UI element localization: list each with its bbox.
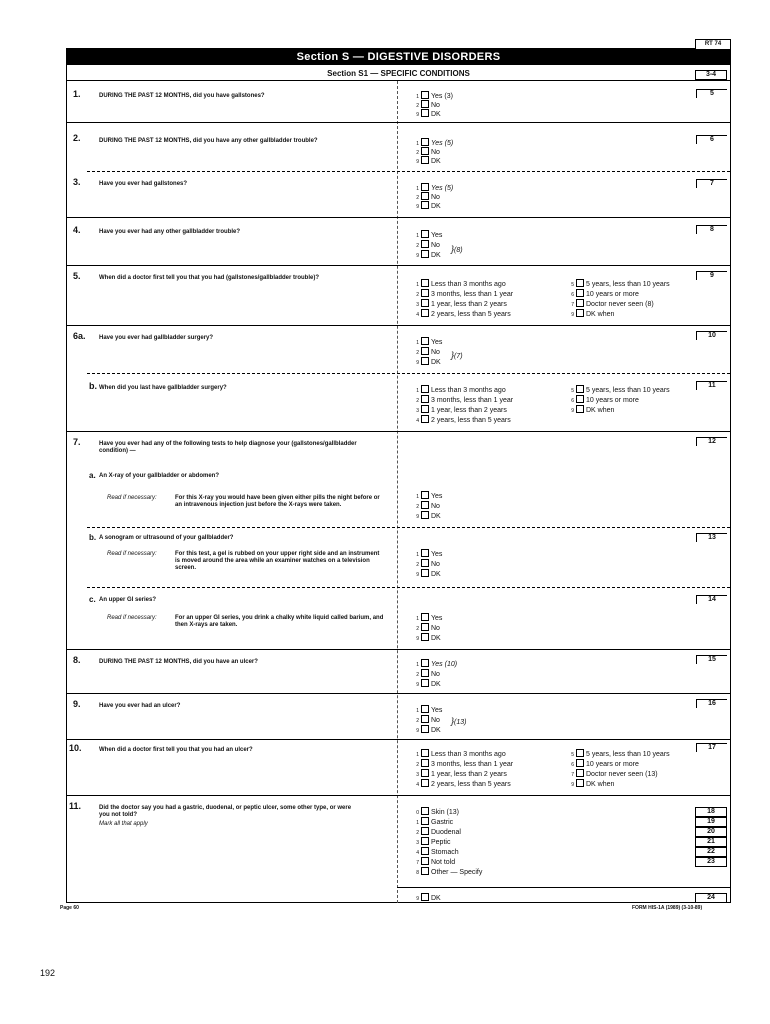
q7a-note-text: For this X-ray you would have been given either pills the night before or an intravenous injection just before the X-rays were taken.: [175, 495, 380, 508]
q10-text: When did a doctor first tell you that you had an ulcer?: [99, 747, 253, 753]
q7c-note-text: For an upper GI series, you drink a chalky white liquid called barium, and then X-rays are taken.: [175, 615, 384, 628]
q6a-col: 10: [696, 331, 727, 340]
q8-text: DURING THE PAST 12 MONTHS, did you have an ulcer?: [99, 659, 258, 665]
q11-opt-peptic[interactable]: 3 Peptic: [416, 839, 451, 846]
q5-number: 5.: [73, 271, 81, 281]
q10-opt-6[interactable]: 6 10 years or more: [571, 761, 639, 768]
q10-opt-1[interactable]: 1 Less than 3 months ago: [416, 751, 506, 758]
q7b-opt-yes[interactable]: 1 Yes: [416, 551, 443, 558]
q9-skip: }(13): [451, 716, 467, 726]
q7-col: 12: [696, 437, 727, 446]
q10-opt-9[interactable]: 9 DK when: [571, 781, 615, 788]
q2-text: DURING THE PAST 12 MONTHS, did you have any other gallbladder trouble?: [99, 138, 318, 144]
q11-opt-stomach[interactable]: 4 Stomach: [416, 849, 459, 856]
q4-col: 8: [696, 225, 727, 234]
q3-opt-no[interactable]: 2 No: [416, 194, 440, 201]
q6a-number: 6a.: [73, 331, 86, 341]
q4-number: 4.: [73, 225, 81, 235]
q5-opt-4[interactable]: 4 2 years, less than 5 years: [416, 311, 511, 318]
q11-col-24: 24: [695, 893, 727, 903]
q9-text: Have you ever had an ulcer?: [99, 703, 181, 709]
q6b-number: b.: [89, 381, 97, 391]
q5-opt-9[interactable]: 9 DK when: [571, 311, 615, 318]
q6b-opt-1[interactable]: 1 Less than 3 months ago: [416, 387, 506, 394]
q1-text: DURING THE PAST 12 MONTHS, did you have gallstones?: [99, 93, 265, 99]
q10-col: 17: [696, 743, 727, 752]
q6a-text: Have you ever had gallbladder surgery?: [99, 335, 214, 341]
page-number: 192: [40, 968, 56, 978]
q6b-opt-2[interactable]: 2 3 months, less than 1 year: [416, 397, 514, 404]
q3-opt-yes[interactable]: 1 Yes (5): [416, 185, 454, 192]
q11-col-22: 22: [695, 847, 727, 857]
q1-col: 5: [696, 89, 727, 98]
q10-number: 10.: [69, 743, 82, 753]
q8-opt-dk[interactable]: 9 DK: [416, 681, 441, 688]
q9-number: 9.: [73, 699, 81, 709]
q10-opt-2[interactable]: 2 3 months, less than 1 year: [416, 761, 514, 768]
q7a-note-label: Read if necessary:: [107, 495, 157, 501]
q5-col: 9: [696, 271, 727, 280]
q6b-col: 11: [696, 381, 727, 390]
q11-number: 11.: [69, 801, 82, 811]
q11-opt-duodenal[interactable]: 2 Duodenal: [416, 829, 461, 836]
q5-opt-1[interactable]: 1 Less than 3 months ago: [416, 281, 506, 288]
q9-col: 16: [696, 699, 727, 708]
q6a-skip: }(7): [451, 350, 463, 360]
q5-opt-6[interactable]: 6 10 years or more: [571, 291, 639, 298]
q7a-number: a.: [89, 471, 96, 480]
q4-text: Have you ever had any other gallbladder trouble?: [99, 229, 241, 235]
q4-skip: }(8): [451, 244, 463, 254]
q7b-note-label: Read if necessary:: [107, 551, 157, 557]
q8-opt-no[interactable]: 2 No: [416, 671, 440, 678]
q2-opt-no[interactable]: 2 No: [416, 149, 440, 156]
q6b-opt-6[interactable]: 6 10 years or more: [571, 397, 639, 404]
q9-opt-no[interactable]: 2 No: [416, 717, 440, 724]
q10-opt-5[interactable]: 5 5 years, less than 10 years: [571, 751, 670, 758]
q7b-opt-dk[interactable]: 9 DK: [416, 571, 441, 578]
q6b-opt-4[interactable]: 4 2 years, less than 5 years: [416, 417, 511, 424]
q6a-opt-dk[interactable]: 9 DK: [416, 359, 441, 366]
q10-opt-4[interactable]: 4 2 years, less than 5 years: [416, 781, 511, 788]
q1-opt-dk[interactable]: 9 DK: [416, 111, 441, 118]
q3-text: Have you ever had gallstones?: [99, 181, 188, 187]
q7a-opt-no[interactable]: 2 No: [416, 503, 440, 510]
q3-opt-dk[interactable]: 9 DK: [416, 203, 441, 210]
q1-opt-yes[interactable]: 1 Yes (3): [416, 93, 453, 100]
q7b-col: 13: [696, 533, 727, 542]
q11-opt-not-told[interactable]: 7 Not told: [416, 859, 456, 866]
questionnaire-form: [66, 41, 731, 903]
page-label: Page 60: [60, 905, 79, 911]
q7c-opt-no[interactable]: 2 No: [416, 625, 440, 632]
q9-opt-yes[interactable]: 1 Yes: [416, 707, 443, 714]
q7b-note-text: For this test, a gel is rubbed on your upper right side and an instrument is moved around the area while an examiner watches on a television screen.: [175, 551, 380, 571]
form-number: FORM HIS-1A (1989) (3-10-89): [632, 905, 703, 911]
q6a-opt-yes[interactable]: 1 Yes: [416, 339, 443, 346]
q7c-opt-yes[interactable]: 1 Yes: [416, 615, 443, 622]
q3-col: 7: [696, 179, 727, 188]
q10-opt-7[interactable]: 7 Doctor never seen (13): [571, 771, 658, 778]
q8-col: 15: [696, 655, 727, 664]
q11-opt-dk[interactable]: 9 DK: [416, 895, 441, 902]
section-title: Section S — DIGESTIVE DISORDERS: [67, 49, 730, 65]
q8-number: 8.: [73, 655, 81, 665]
q2-col: 6: [696, 135, 727, 144]
q11-opt-skin[interactable]: 0 Skin (13): [416, 809, 460, 816]
q7b-text: A sonogram or ultrasound of your gallbladder?: [99, 535, 234, 541]
q7-text: Have you ever had any of the following tests to help diagnose your (gallstones/gallbladder condition) —: [99, 441, 357, 454]
q5-text: When did a doctor first tell you that you had (gallstones/gallbladder trouble)?: [99, 275, 320, 281]
q7a-text: An X-ray of your gallbladder or abdomen?: [99, 473, 220, 479]
q11-text: Did the doctor say you had a gastric, duodenal, or peptic ulcer, some other type, or were you not told?: [99, 805, 352, 818]
q2-opt-yes[interactable]: 1 Yes (5): [416, 140, 454, 147]
q6b-opt-9[interactable]: 9 DK when: [571, 407, 615, 414]
q7c-text: An upper GI series?: [99, 597, 157, 603]
q11-opt-other[interactable]: 8 Other — Specify: [416, 869, 483, 876]
q7c-note-label: Read if necessary:: [107, 615, 157, 621]
q2-number: 2.: [73, 133, 81, 143]
q5-opt-2[interactable]: 2 3 months, less than 1 year: [416, 291, 514, 298]
q8-opt-yes[interactable]: 1 Yes (10): [416, 661, 458, 668]
form-record-type: RT 74: [695, 39, 731, 50]
q7b-number: b.: [89, 533, 97, 542]
q1-number: 1.: [73, 89, 81, 99]
q1-opt-no[interactable]: 2 No: [416, 102, 440, 109]
q11-col-18: 18: [695, 807, 727, 817]
q11-opt-gastric[interactable]: 1 Gastric: [416, 819, 454, 826]
column-divider: [397, 81, 398, 903]
q11-col-19: 19: [695, 817, 727, 827]
q7-number: 7.: [73, 437, 81, 447]
q9-opt-dk[interactable]: 9 DK: [416, 727, 441, 734]
q11-note: Mark all that apply: [99, 821, 148, 827]
q2-opt-dk[interactable]: 9 DK: [416, 158, 441, 165]
q4-opt-no[interactable]: 2 No: [416, 242, 440, 249]
q7c-col: 14: [696, 595, 727, 604]
q7c-opt-dk[interactable]: 9 DK: [416, 635, 441, 642]
q3-number: 3.: [73, 177, 81, 187]
q11-col-23: 23: [695, 857, 727, 867]
q6a-opt-no[interactable]: 2 No: [416, 349, 440, 356]
q7a-opt-yes[interactable]: 1 Yes: [416, 493, 443, 500]
q10-opt-3[interactable]: 3 1 year, less than 2 years: [416, 771, 507, 778]
q5-opt-5[interactable]: 5 5 years, less than 10 years: [571, 281, 670, 288]
q4-opt-dk[interactable]: 9 DK: [416, 252, 441, 259]
q7c-number: c.: [89, 595, 96, 604]
column-range: 3-4: [695, 70, 727, 80]
q7a-opt-dk[interactable]: 9 DK: [416, 513, 441, 520]
q6b-opt-3[interactable]: 3 1 year, less than 2 years: [416, 407, 507, 414]
subsection-title: Section S1 — SPECIFIC CONDITIONS: [67, 68, 730, 81]
q11-col-21: 21: [695, 837, 727, 847]
q4-opt-yes[interactable]: 1 Yes: [416, 232, 443, 239]
q6b-text: When did you last have gallbladder surgery?: [99, 385, 227, 391]
q7b-opt-no[interactable]: 2 No: [416, 561, 440, 568]
q5-opt-3[interactable]: 3 1 year, less than 2 years: [416, 301, 507, 308]
q11-col-20: 20: [695, 827, 727, 837]
q6b-opt-5[interactable]: 5 5 years, less than 10 years: [571, 387, 670, 394]
q5-opt-7[interactable]: 7 Doctor never seen (8): [571, 301, 654, 308]
